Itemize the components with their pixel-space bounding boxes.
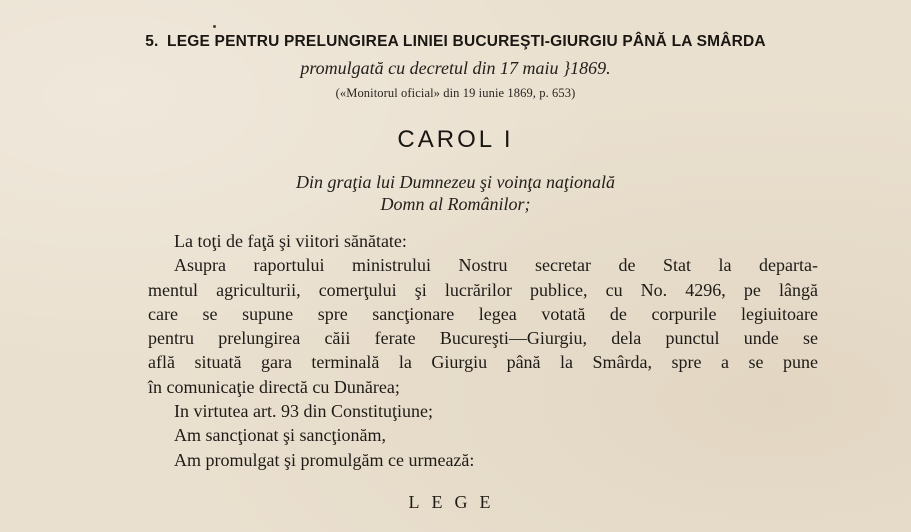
ink-speck	[213, 25, 216, 28]
body-line-7: în comunicaţie directă cu Dunărea;	[148, 376, 400, 397]
body-line-10: Am promulgat şi promulgăm ce urmează:	[174, 449, 475, 470]
monitor-reference: («Monitorul oficial» din 19 iunie 1869, p. 653)	[335, 86, 576, 100]
law-heading	[0, 33, 911, 51]
body-line-2: Asupra raportului ministrului Nostru secretar de Stat la departa-	[174, 255, 818, 276]
law-title: LEGE PENTRU PRELUNGIREA LINIEI BUCUREŞTI-GIURGIU PÂNĂ LA SMÂRDA	[167, 33, 766, 50]
law-number: 5.	[145, 33, 159, 50]
grace-line-2: Domn al Românilor;	[380, 194, 531, 214]
promulgation-line: promulgată cu decretul din 17 maiu }1869.	[300, 58, 611, 78]
body-line-1: La toţi de faţă şi viitori sănătate:	[174, 231, 407, 251]
body-line-5: pentru prelungirea căii ferate Bucureşti—Giurgiu, dela punctul unde se	[148, 328, 818, 349]
body-line-4: care se supune spre sancţionare legea votată de corpurile legiuitoare	[148, 303, 818, 324]
body-line-8: In virtutea art. 93 din Constituţiune;	[174, 401, 433, 422]
sovereign-name: CAROL I	[397, 126, 514, 153]
body-line-3: mentul agriculturii, comerţului şi lucrărilor publice, cu No. 4296, pe lângă	[148, 279, 818, 300]
decree-body	[148, 229, 818, 472]
grace-line-1: Din graţia lui Dumnezeu şi voinţa naţională	[296, 172, 615, 192]
law-section-title: LEGE	[408, 492, 503, 512]
body-line-9: Am sancţionat şi sancţionăm,	[174, 425, 386, 446]
body-line-6: află situată gara terminală la Giurgiu până la Smârda, spre a se pune	[148, 352, 818, 373]
